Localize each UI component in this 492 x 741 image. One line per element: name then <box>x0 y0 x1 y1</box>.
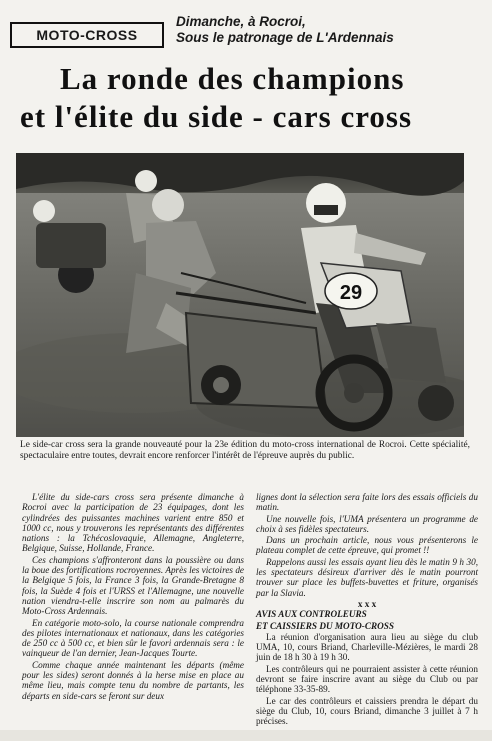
article-column-left <box>22 492 244 702</box>
article-paragraph: Une nouvelle fois, l'UMA présentera un programme de choix à ses fidèles spectateurs. <box>256 513 478 534</box>
article-paragraph: L'élite du side-cars cross sera présente dimanche à Rocroi avec la participation de 23 équipages, dont les cylindrées des puissantes machines varient entre 850 et 1000 cc, nous y trouverons les représentants des différentes nations : la Tchécoslovaquie, Allemagne, Angleterre, Belgique, Suisse, Hollande, France. <box>22 492 244 554</box>
sidecar-race-photo <box>16 153 464 437</box>
article-paragraph: Rappelons aussi les essais ayant lieu dès le matin 9 h 30, les spectateurs désireux d'arriver dès le matin pourront trouver sur place les buffets-buvettes et friture, organisés par la Slavia. <box>256 556 478 598</box>
article-paragraph: En catégorie moto-solo, la course nationale comprendra des pilotes internationaux et nationaux, dans les catégories de 250 cc à 500 cc, et bien sûr le favori ardennais sera : le vainqueur de l'an dernier, Jean-Jacques Tourte. <box>22 617 244 659</box>
section-separator: x x x <box>357 598 377 609</box>
notice-heading-line2: ET CAISSIERS DU MOTO-CROSS <box>256 620 394 631</box>
article-paragraph: lignes dont la sélection sera faite lors des essais officiels du matin. <box>256 492 478 513</box>
article-paragraph: Les contrôleurs qui ne pourraient assister à cette réunion devront se faire inscrire avant au siège du Club ou par téléphone 33-35-89. <box>256 663 478 695</box>
article-paragraph: Le car des contrôleurs et caissiers prendra le départ du siège du Club, 10, cours Briand, dimanche 3 juillet à 7 h précises. <box>256 695 478 727</box>
kicker-subtitle <box>176 14 488 46</box>
article-paragraph: La réunion d'organisation aura lieu au siège du club UMA, 10, cours Briand, Charleville-Mézières, le mardi 28 juin de 18 h 30 à 19 h 30. <box>256 631 478 663</box>
section-label <box>10 22 164 48</box>
sidecar-race-illustration <box>16 153 464 437</box>
photo-caption: Le side-car cross sera la grande nouveauté pour la 23e édition du moto-cross international de Rocroi. Cette spécialité, spectaculaire entre toutes, devrait encore renforcer l'intérêt de l'épreuve auprès du public. <box>20 440 470 461</box>
kicker-subtitle-line1: Dimanche, à Rocroi, <box>176 14 306 29</box>
section-label-text: MOTO-CROSS <box>36 27 138 43</box>
article-paragraph: Dans un prochain article, nous vous présenterons le plateau complet de cette épreuve, qui promet !! <box>256 535 478 556</box>
headline <box>20 60 480 136</box>
article-paragraph: Ces champions s'affronteront dans la poussière ou dans la boue des fortifications rocroyennes. Après les victoires de la Belgique 5 fois, la France 3 fois, la Grande-Bretagne 8 fois, la Suède 4 fois et l'URSS et l'Allemagne, une nouvelle nation viendra-t-elle inscrire son nom au palmarès du Moto-Cross Ardennais. <box>22 554 244 617</box>
page-bottom-strip <box>0 730 492 741</box>
sidecar-number: 29 <box>339 282 363 304</box>
headline-line2: et l'élite du side - cars cross <box>20 99 413 134</box>
kicker-subtitle-line2: Sous le patronage de L'Ardennais <box>176 30 394 45</box>
headline-line1: La ronde des champions <box>60 61 405 96</box>
notice-heading-line1: AVIS AUX CONTROLEURS <box>256 609 367 620</box>
article-paragraph: Comme chaque année maintenant les départs (même pour les sides) seront donnés à la herse mise en place au même lieu, mais compte tenu du nombre de partants, les départs en side-cars se feront sur deux <box>22 659 244 701</box>
article-column-right <box>256 492 478 728</box>
